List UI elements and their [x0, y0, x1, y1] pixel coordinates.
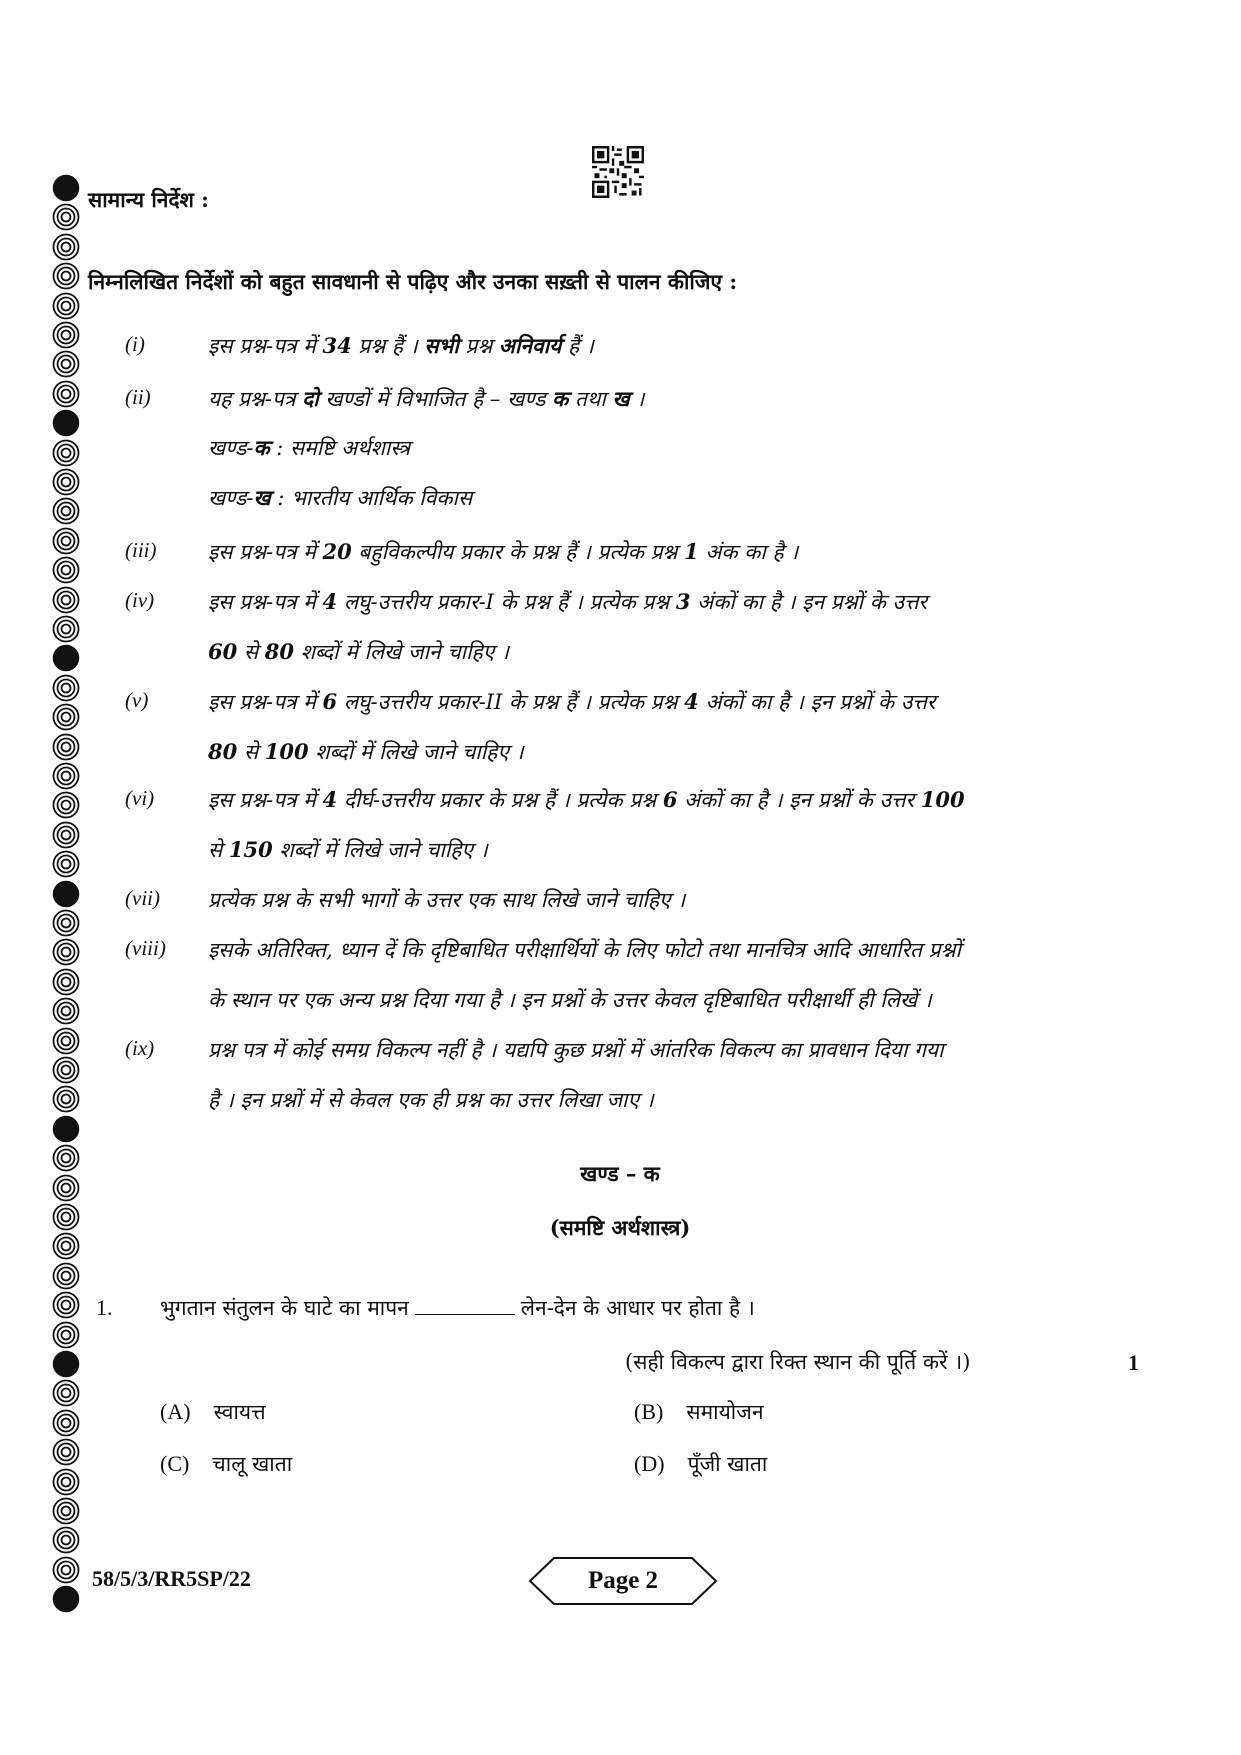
instruction-number: (v)	[125, 688, 149, 712]
concentric-ring-icon	[52, 821, 80, 849]
instruction-part: इस प्रश्न-पत्र में	[208, 788, 323, 812]
instruction-part: 3	[675, 589, 691, 614]
option-label: (D)	[634, 1451, 665, 1476]
section-title: खण्ड – क	[580, 1161, 660, 1186]
instruction-text	[208, 588, 927, 616]
question-text-before: भुगतान संतुलन के घाटे का मापन	[160, 1296, 409, 1320]
read-carefully-line: निम्नलिखित निर्देशों को बहुत सावधानी से पढ़िए और उनका सख़्ती से पालन कीजिए :	[88, 269, 738, 294]
concentric-ring-icon	[52, 1379, 80, 1407]
option-a	[160, 1398, 266, 1426]
instruction-part: प्रश्न	[458, 334, 499, 358]
concentric-ring-icon	[52, 262, 80, 290]
question-hint: (सही विकल्प द्वारा रिक्त स्थान की पूर्ति करें ।)	[625, 1350, 971, 1374]
instruction-part: सभी	[424, 333, 459, 358]
option-c	[160, 1450, 292, 1478]
instruction-part: इस प्रश्न-पत्र में	[208, 540, 323, 564]
concentric-ring-icon	[52, 733, 80, 761]
instruction-part: 1	[684, 539, 699, 564]
instruction-part: यह प्रश्न-पत्र	[208, 387, 303, 411]
question-text-after: लेन-देन के आधार पर होता है ।	[520, 1296, 755, 1320]
instruction-part: हैं ।	[561, 334, 594, 358]
instruction-part: 150	[228, 837, 273, 862]
concentric-ring-icon	[52, 321, 80, 349]
instruction-part: खण्ड-	[208, 436, 254, 460]
instruction-part: दो	[302, 386, 319, 411]
instruction-part: : समष्टि अर्थशास्त्र	[269, 436, 411, 460]
instruction-number: (ii)	[125, 385, 151, 409]
page-border-rings	[52, 174, 82, 1604]
concentric-ring-icon	[52, 556, 80, 584]
concentric-ring-icon	[52, 1144, 80, 1172]
page-number-badge	[528, 1556, 718, 1606]
instruction-part: 20	[322, 539, 352, 564]
instruction-part: लघु-उत्तरीय प्रकार-II के प्रश्न हैं । प्रत्येक प्रश्न	[337, 690, 685, 714]
concentric-ring-icon	[52, 468, 80, 496]
concentric-ring-icon	[52, 703, 80, 731]
concentric-ring-icon	[52, 350, 80, 378]
instruction-part: खण्ड-	[208, 486, 254, 510]
instruction-text	[208, 434, 410, 462]
instruction-number: (ix)	[125, 1036, 155, 1060]
instruction-number: (i)	[125, 332, 145, 356]
instruction-part: इस प्रश्न-पत्र में	[208, 690, 323, 714]
concentric-ring-icon	[52, 615, 80, 643]
instruction-part: है । इन प्रश्नों में से केवल एक ही प्रश्न का उत्तर लिखा जाए ।	[208, 1088, 654, 1112]
instruction-text	[208, 1036, 944, 1064]
instruction-part: इसके अतिरिक्त, ध्यान दें कि दृष्टिबाधित परीक्षार्थियों के लिए फोटो तथा मानचित्र आदि आधारित प्रश्नों	[208, 938, 961, 962]
instruction-text	[208, 484, 472, 512]
instruction-part: के स्थान पर एक अन्य प्रश्न दिया गया है । इन प्रश्नों के उत्तर केवल दृष्टिबाधित परीक्षार्थी ही लिखें ।	[208, 988, 932, 1012]
instruction-part: प्रश्न पत्र में कोई समग्र विकल्प नहीं है । यद्यपि कुछ प्रश्नों में आंतरिक विकल्प का प्रावधान दिया गया	[208, 1038, 944, 1062]
concentric-ring-icon	[52, 762, 80, 790]
concentric-ring-icon	[52, 1468, 80, 1496]
solid-circle-icon	[52, 174, 80, 202]
concentric-ring-icon	[52, 909, 80, 937]
concentric-ring-icon	[52, 439, 80, 467]
instruction-part: खण्डों में विभाजित है – खण्ड	[318, 387, 553, 411]
option-d	[634, 1450, 767, 1478]
concentric-ring-icon	[52, 1027, 80, 1055]
paper-code: 58/5/3/RR5SP/22	[92, 1566, 251, 1591]
concentric-ring-icon	[52, 1203, 80, 1231]
option-label: (C)	[160, 1451, 190, 1476]
instruction-part: क	[253, 435, 270, 460]
instruction-number: (vii)	[125, 886, 160, 910]
instruction-part: शब्दों में लिखे जाने चाहिए ।	[294, 640, 509, 664]
instruction-part: दीर्घ-उत्तरीय प्रकार के प्रश्न हैं । प्रत्येक प्रश्न	[337, 788, 663, 812]
instruction-text	[208, 936, 961, 964]
concentric-ring-icon	[52, 997, 80, 1025]
concentric-ring-icon	[52, 1291, 80, 1319]
instruction-number: (vi)	[125, 786, 155, 810]
section-subtitle: (समष्टि अर्थशास्त्र)	[549, 1215, 691, 1240]
instruction-part: : भारतीय आर्थिक विकास	[270, 486, 473, 510]
instruction-text	[208, 836, 488, 864]
concentric-ring-icon	[52, 203, 80, 231]
instruction-part: से	[237, 740, 265, 764]
option-text: स्वायत्त	[213, 1400, 266, 1424]
instruction-part: 4	[322, 589, 338, 614]
solid-circle-icon	[52, 1115, 80, 1143]
concentric-ring-icon	[52, 850, 80, 878]
concentric-ring-icon	[52, 1409, 80, 1437]
concentric-ring-icon	[52, 791, 80, 819]
instruction-part: से	[237, 640, 265, 664]
instruction-part: 80	[264, 639, 295, 664]
concentric-ring-icon	[52, 527, 80, 555]
concentric-ring-icon	[52, 674, 80, 702]
instruction-text	[208, 986, 932, 1014]
instruction-text	[208, 385, 644, 413]
solid-circle-icon	[52, 880, 80, 908]
option-label: (B)	[634, 1399, 664, 1424]
concentric-ring-icon	[52, 233, 80, 261]
concentric-ring-icon	[52, 497, 80, 525]
instruction-part: 6	[662, 787, 678, 812]
concentric-ring-icon	[52, 1321, 80, 1349]
general-instructions-heading: सामान्य निर्देश :	[88, 187, 209, 212]
concentric-ring-icon	[52, 380, 80, 408]
instruction-part: क	[552, 386, 569, 411]
qr-code	[592, 146, 644, 198]
instruction-part: से	[208, 838, 229, 862]
instruction-number: (viii)	[125, 936, 166, 960]
instruction-part: लघु-उत्तरीय प्रकार-I के प्रश्न हैं । प्रत्येक प्रश्न	[337, 590, 676, 614]
concentric-ring-icon	[52, 1497, 80, 1525]
instruction-part: 4	[322, 787, 338, 812]
concentric-ring-icon	[52, 1085, 80, 1113]
instruction-part: अंकों का है । इन प्रश्नों के उत्तर	[677, 788, 921, 812]
instruction-part: शब्दों में लिखे जाने चाहिए ।	[308, 740, 524, 764]
page-number: Page 2	[587, 1567, 659, 1594]
instruction-part: इस प्रश्न-पत्र में	[208, 334, 323, 358]
option-b	[634, 1398, 763, 1426]
option-text: पूँजी खाता	[687, 1452, 768, 1476]
instruction-part: अनिवार्य	[498, 333, 562, 358]
instruction-number: (iv)	[125, 588, 155, 612]
concentric-ring-icon	[52, 1056, 80, 1084]
instruction-part: 100	[920, 787, 965, 812]
option-label: (A)	[160, 1399, 191, 1424]
instruction-text	[208, 738, 524, 766]
question-text	[160, 1294, 755, 1322]
concentric-ring-icon	[52, 1438, 80, 1466]
instruction-part: 60	[208, 639, 238, 664]
instruction-part: ख	[253, 485, 271, 510]
concentric-ring-icon	[52, 1174, 80, 1202]
concentric-ring-icon	[52, 1526, 80, 1554]
solid-circle-icon	[52, 1585, 80, 1613]
instruction-part: इस प्रश्न-पत्र में	[208, 590, 323, 614]
instruction-part: 80	[208, 739, 238, 764]
instruction-part: 6	[322, 689, 338, 714]
solid-circle-icon	[52, 644, 80, 672]
instruction-part: बहुविकल्पीय प्रकार के प्रश्न हैं । प्रत्येक प्रश्न	[351, 540, 685, 564]
instruction-part: 34	[322, 333, 352, 358]
concentric-ring-icon	[52, 1232, 80, 1260]
instruction-part: तथा	[568, 387, 613, 411]
instruction-part: प्रश्न हैं ।	[351, 334, 425, 358]
instruction-text	[208, 786, 965, 814]
solid-circle-icon	[52, 1350, 80, 1378]
instruction-part: अंक का है ।	[698, 540, 799, 564]
option-text: चालू खाता	[212, 1452, 293, 1476]
instruction-part: ख	[612, 386, 630, 411]
instruction-part: अंकों का है । इन प्रश्नों के उत्तर	[690, 590, 928, 614]
instruction-text	[208, 638, 509, 666]
instruction-number: (iii)	[125, 538, 157, 562]
question-number: 1.	[96, 1295, 113, 1320]
instruction-text	[208, 886, 685, 914]
instruction-part: 4	[684, 689, 699, 714]
concentric-ring-icon	[52, 292, 80, 320]
instruction-text	[208, 538, 798, 566]
instruction-text	[208, 688, 935, 716]
instruction-part: 100	[264, 739, 309, 764]
instruction-text	[208, 1086, 654, 1114]
instruction-part: ।	[629, 387, 645, 411]
question-marks: 1	[1128, 1350, 1139, 1375]
concentric-ring-icon	[52, 1262, 80, 1290]
instruction-part: प्रत्येक प्रश्न के सभी भागों के उत्तर एक साथ लिखे जाने चाहिए ।	[208, 888, 686, 912]
concentric-ring-icon	[52, 938, 80, 966]
answer-blank	[415, 1314, 515, 1315]
option-text: समायोजन	[686, 1400, 764, 1424]
concentric-ring-icon	[52, 1556, 80, 1584]
instruction-part: शब्दों में लिखे जाने चाहिए ।	[272, 838, 488, 862]
instruction-part: अंकों का है । इन प्रश्नों के उत्तर	[698, 690, 936, 714]
concentric-ring-icon	[52, 968, 80, 996]
concentric-ring-icon	[52, 586, 80, 614]
solid-circle-icon	[52, 409, 80, 437]
instruction-text	[208, 332, 594, 360]
